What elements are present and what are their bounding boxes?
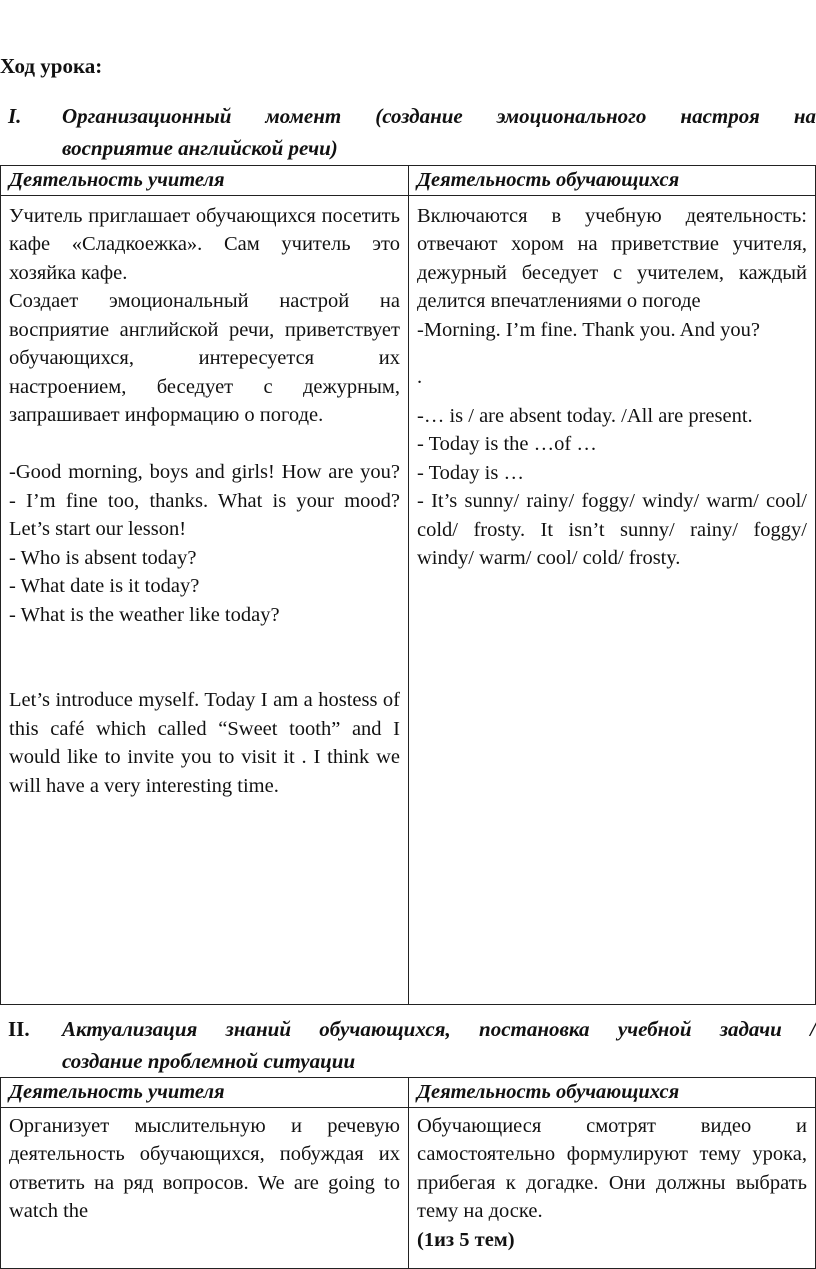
page-heading: Ход урока: — [0, 54, 103, 78]
students-paragraph: Обучающиеся смотрят видео и самостоятельно формулируют тему урока, прибегая к догадке. Они должны выбрать тему на доске. — [417, 1114, 807, 1222]
column-header-teacher: Деятельность учителя — [1, 1078, 409, 1108]
section-1-table — [0, 165, 816, 1005]
section-2-table — [0, 1077, 816, 1269]
students-dot: . — [417, 365, 423, 388]
blank-line — [9, 629, 400, 658]
table-row — [1, 195, 816, 1004]
table-row — [1, 1107, 816, 1268]
column-header-students: Деятельность обучающихся — [409, 1078, 816, 1108]
teacher-question: - Who is absent today? — [9, 546, 197, 569]
teacher-paragraph: Учитель приглашает обучающихся посетить кафе «Сладкоежка». Сам учитель это хозяйка кафе. — [9, 204, 400, 284]
blank-line — [9, 658, 400, 687]
table-header-row — [1, 166, 816, 196]
column-header-teacher: Деятельность учителя — [1, 166, 409, 196]
students-answer: -Morning. I’m fine. Thank you. And you? — [417, 318, 760, 341]
teacher-question: - What is the weather like today? — [9, 603, 280, 626]
teacher-activity-cell — [1, 1107, 409, 1268]
students-answer: - Today is the …of … — [417, 433, 597, 455]
teacher-greeting: -Good morning, boys and girls! How are you? - I’m fine too, thanks. What is your mood? Let’s start our lesson! — [9, 461, 400, 540]
section-1-title-line2: восприятие английской речи) — [62, 136, 338, 160]
students-answer: -… is / are absent today. /All are present. — [417, 404, 753, 427]
students-weather-answer: - It’s sunny/ rainy/ foggy/ windy/ warm/ cool/ cold/ frosty. It isn’t sunny/ rainy/ foggy/ windy/ warm/ cool/ cold/ frosty. — [417, 490, 807, 569]
section-1-title-line1: Организационный момент (создание эмоционального настроя на — [62, 104, 816, 128]
students-activity-cell — [409, 1107, 816, 1268]
students-activity-cell — [409, 195, 816, 1004]
students-answer: - Today is … — [417, 461, 524, 484]
blank-line — [9, 430, 400, 459]
teacher-introduction: Let’s introduce myself. Today I am a hostess of this café which called “Sweet tooth” and I would like to invite you to visit it . I think we will have a very interesting time. — [9, 689, 400, 797]
column-header-students: Деятельность обучающихся — [409, 166, 816, 196]
section-2-title-line2: создание проблемной ситуации — [62, 1049, 356, 1073]
teacher-paragraph: Создает эмоциональный настрой на восприятие английской речи, приветствует обучающихся, интересуется их настроением, беседует с дежурным, запрашивает информацию о погоде. — [9, 290, 400, 426]
teacher-paragraph: Организует мыслительную и речевую деятельность обучающихся, побуждая их ответить на ряд вопросов. We are going to watch the — [9, 1114, 400, 1222]
students-paragraph: Включаются в учебную деятельность: отвечают хором на приветствие учителя, дежурный беседует с учителем, каждый делится впечатлениями о погоде — [417, 204, 807, 312]
section-1-number: I. — [8, 104, 22, 128]
teacher-activity-cell — [1, 195, 409, 1004]
table-header-row — [1, 1078, 816, 1108]
students-topic-count: (1из 5 тем) — [417, 1228, 515, 1251]
section-2-title-line1: Актуализация знаний обучающихся, постановка учебной задачи / — [62, 1017, 816, 1041]
section-2-number: II. — [8, 1017, 30, 1041]
teacher-question: - What date is it today? — [9, 575, 200, 597]
